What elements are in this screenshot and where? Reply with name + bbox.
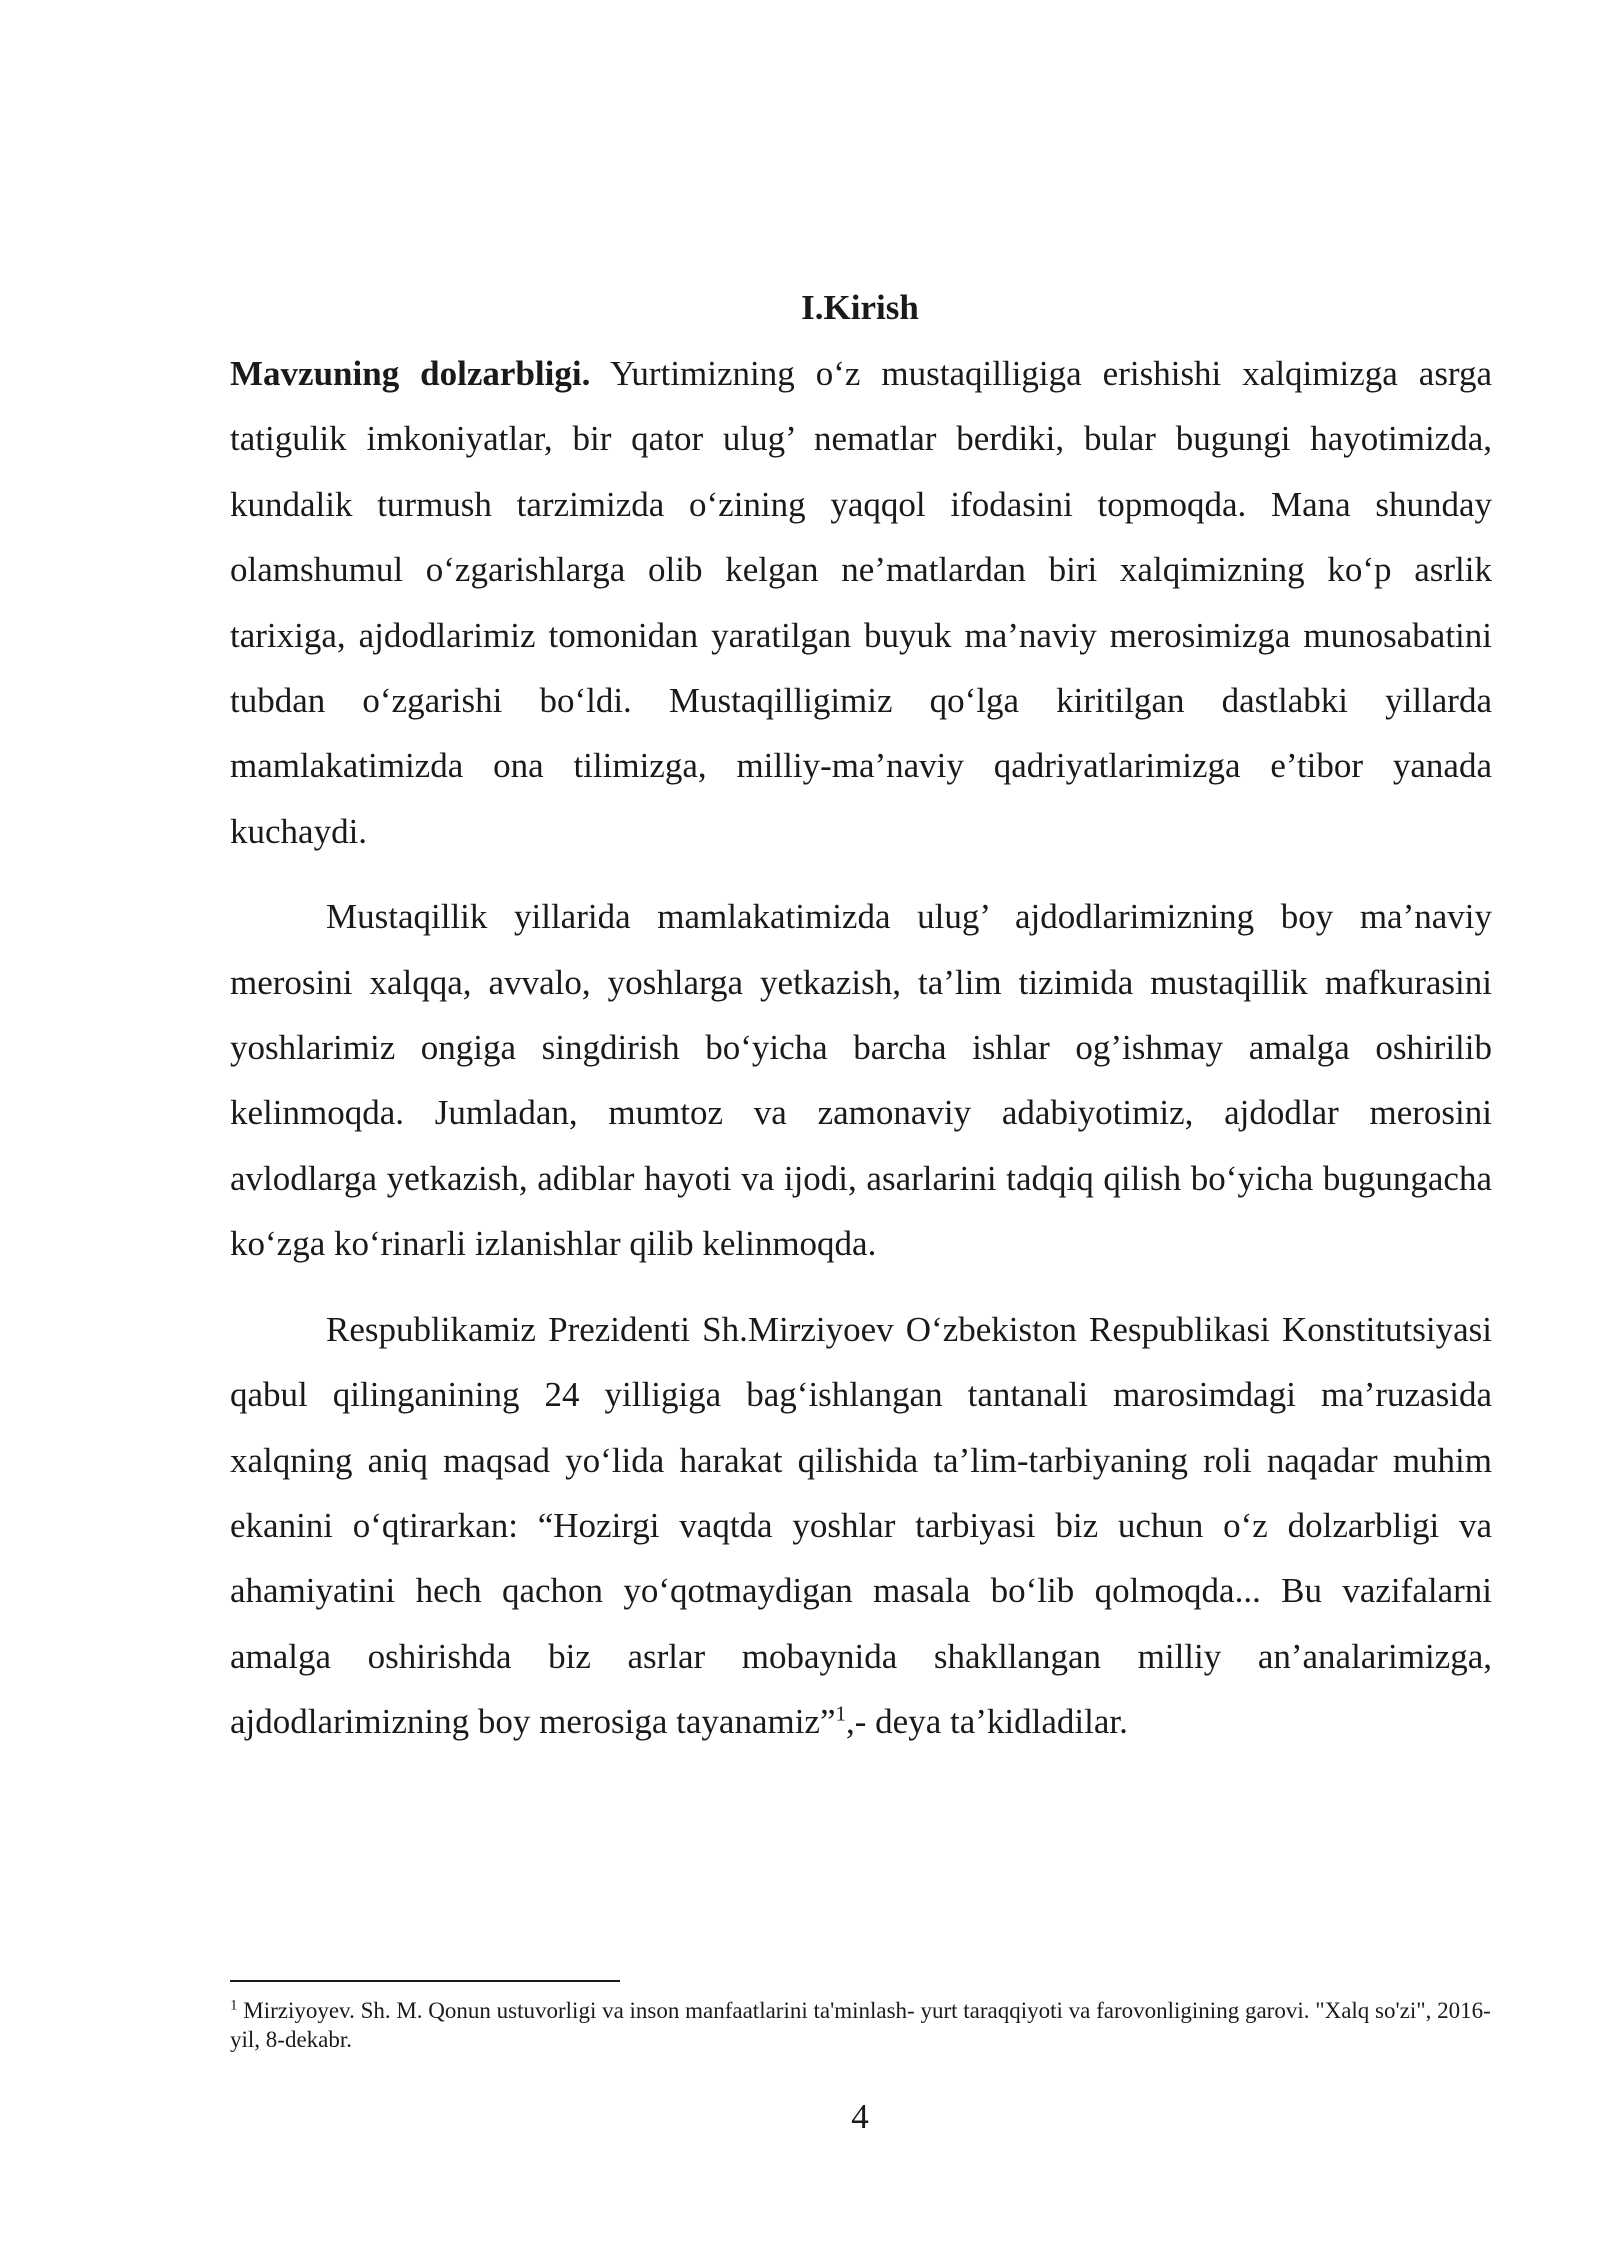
paragraph-text-end: ,- deya ta’kidladilar. [846, 1702, 1128, 1742]
footnote-separator [230, 1980, 620, 1982]
body-text [230, 341, 1492, 1755]
paragraph-lead: Mavzuning dolzarbligi. [230, 354, 591, 393]
paragraph-president-quote [230, 1297, 1492, 1755]
section-heading: I.Kirish [801, 288, 919, 327]
footnote-marker: 1 [230, 1997, 238, 2014]
paragraph-text: Respublikamiz Prezidenti Sh.Mirziyoev O‘zbekiston Respublikasi Konstitutsiyasi qabul qilinganining 24 yilligiga bag‘ishlangan tantanali marosimdagi ma’ruzasida xalqning aniq maqsad yo‘lida harakat qilishida ta’lim-tarbiyaning roli naqadar muhim ekanini o‘qtirarkan: “Hozirgi vaqtda yoshlar tarbiyasi biz uchun o‘z dolzarbligi va ahamiyatini hech qachon yo‘qotmaydigan masala bo‘lib qolmoqda... Bu vazifalarni amalga oshirishda biz asrlar mobaynida shakllangan milliy an’analarimizga, ajdodlarimizning boy merosiga tayanamiz” [230, 1309, 1492, 1742]
paragraph-independence-years: Mustaqillik yillarida mamlakatimizda ulug’ ajdodlarimizning boy ma’naviy merosini xalqqa, avvalo, yoshlarga yetkazish, ta’lim tizimida mustaqillik mafkurasini yoshlarimiz ongiga singdirish bo‘yicha barcha ishlar og’ishmay amalga oshirilib kelinmoqda. Jumladan, mumtoz va zamonaviy adabiyotimiz, ajdodlar merosini avlodlarga yetkazish, adiblar hayoti va ijodi, asarlarini tadqiq qilish bo‘yicha bugungacha ko‘zga ko‘rinarli izlanishlar qilib kelinmoqda. [230, 897, 1492, 1264]
paragraph-text: Yurtimizning o‘z mustaqilligiga erishishi xalqimizga asrga tatigulik imkoniyatlar, bir qator ulug’ nematlar berdiki, bular bugungi hayotimizda, kundalik turmush tarzimizda o‘zining yaqqol ifodasini topmoqda. Mana shunday olamshumul o‘zgarishlarga olib kelgan ne’matlardan biri xalqimizning ko‘p asrlik tarixiga, ajdodlarimiz tomonidan yaratilgan buyuk ma’naviy merosimizga munosabatini tubdan o‘zgarishi bo‘ldi. Mustaqilligimiz qo‘lga kiritilgan dastlabki yillarda mamlakatimizda ona tilimizga, milliy-ma’naviy qadriyatlarimizga e’tibor yanada kuchaydi. [230, 354, 1492, 851]
page-number: 4 [851, 2097, 869, 2136]
footnote [230, 1996, 1492, 2054]
footnote-text: Mirziyoyev. Sh. M. Qonun ustuvorligi va inson manfaatlarini ta'minlash- yurt taraqqiyoti va farovonligining garovi. "Xalq so'zi", 2016-yil, 8-dekabr. [230, 1998, 1491, 2052]
paragraph-relevance [230, 341, 1492, 864]
footnote-reference[interactable]: 1 [835, 1701, 846, 1726]
